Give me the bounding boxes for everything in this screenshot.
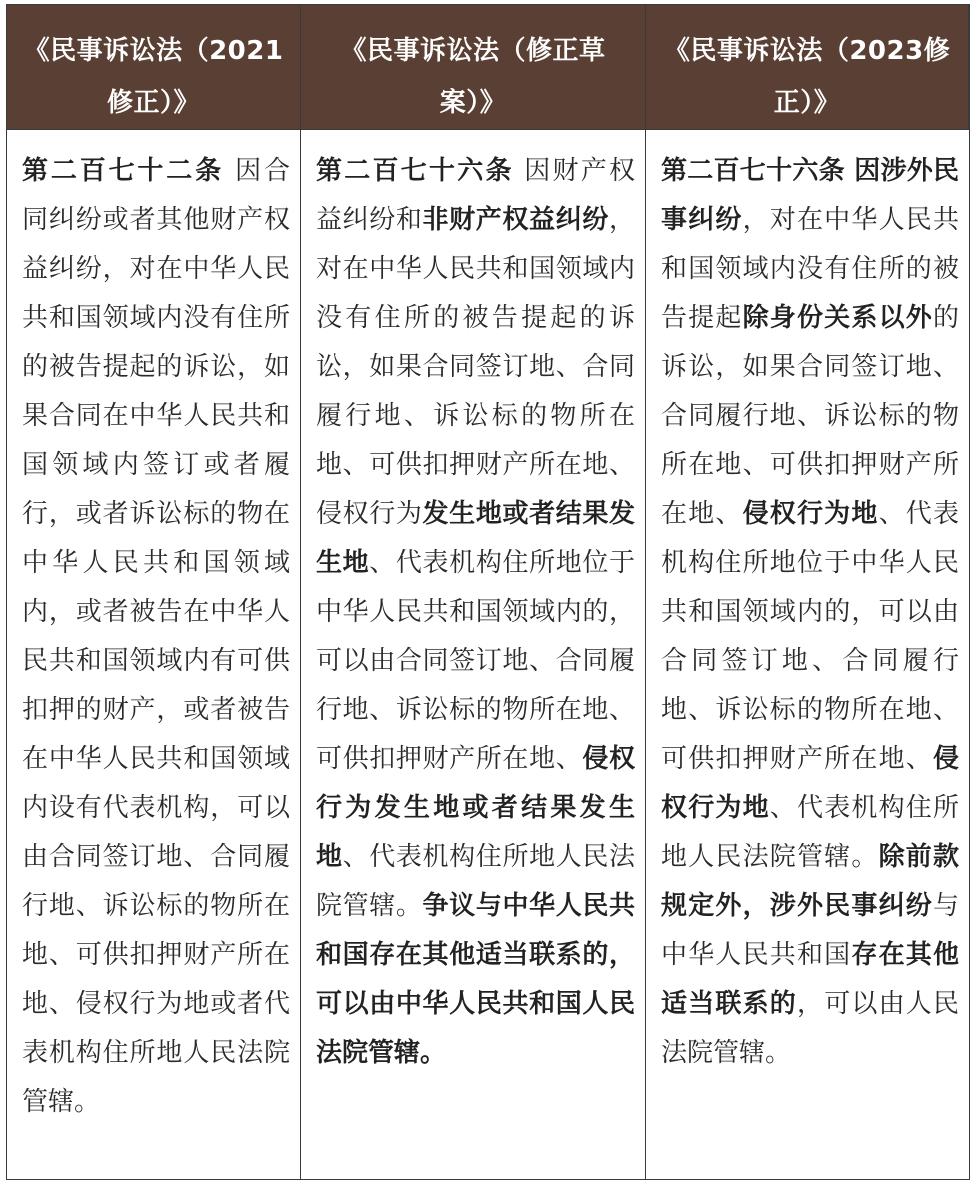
text-segment: 、代表机构住所地人民法院管辖。 bbox=[316, 842, 635, 921]
text-segment: 、代表机构住所地人民法院管辖。 bbox=[661, 793, 959, 872]
text-segment: 因合同纠纷或者其他财产权益纠纷，对在中华人民共和国领域内没有住所的被告提起的诉讼，如果合同在中华人民共和国领域内签订或者履行，或者诉讼标的物在中华人民共和国领域内，或者被告在中华人民共和国领域内有可供扣押的财产，或者被告在中华人民共和国领域内设有代表机构，可以由合同签订地、合同履行地、诉讼标的物所在地、可供扣押财产所在地、侵权行为地或者代表机构住所地人民法院管辖。 bbox=[22, 156, 290, 1117]
law-comparison-table bbox=[6, 4, 970, 1180]
text-segment: 、代表机构住所地位于中华人民共和国领域内的，可以由合同签订地、合同履行地、诉讼标的物所在地、可供扣押财产所在地、 bbox=[316, 548, 635, 774]
bold-text-segment: 争议与中华人民共和国存在其他适当联系的，可以由中华人民共和国人民法院管辖。 bbox=[316, 891, 635, 1068]
bold-text-segment: 侵权行为地 bbox=[661, 744, 959, 823]
bold-text-segment: 侵权行为发生地或者结果发生地 bbox=[316, 744, 635, 872]
column-header-2023: 《民事诉讼法（2023修正）》 bbox=[646, 5, 969, 129]
text-segment: ，对在中华人民共和国领域内没有住所的被告提起的诉讼，如果合同签订地、合同履行地、诉讼标的物所在地、可供扣押财产所在地、侵权行为 bbox=[316, 205, 635, 529]
column-body-2021 bbox=[7, 129, 301, 1179]
text-segment: 、代表机构住所地位于中华人民共和国领域内的，可以由合同签订地、合同履行地、诉讼标的物所在地、可供扣押财产所在地、 bbox=[661, 499, 959, 774]
bold-text-segment: 第二百七十六条 bbox=[316, 156, 514, 186]
bold-text-segment: 存在其他适当联系的 bbox=[661, 940, 959, 1019]
text-segment: ，可以由人民法院管辖。 bbox=[661, 989, 959, 1068]
text-segment: 的诉讼，如果合同签订地、合同履行地、诉讼标的物所在地、可供扣押财产所在地、 bbox=[661, 303, 959, 529]
column-header-draft: 《民事诉讼法（修正草案）》 bbox=[301, 5, 646, 129]
bold-text-segment: 侵权行为地 bbox=[742, 499, 879, 529]
bold-text-segment: 发生地或者结果发生地 bbox=[316, 499, 635, 578]
bold-text-segment: 第二百七十二条 bbox=[22, 156, 225, 186]
column-header-2021: 《民事诉讼法（2021修正）》 bbox=[7, 5, 301, 129]
text-segment: 因财产权益纠纷和 bbox=[316, 156, 635, 235]
column-body-2023 bbox=[646, 129, 969, 1179]
text-segment: 与中华人民共和国 bbox=[661, 891, 959, 970]
bold-text-segment: 除身份关系以外 bbox=[742, 303, 933, 333]
bold-text-segment: 非财产权益纠纷 bbox=[422, 205, 609, 235]
bold-text-segment: 第二百七十六条 因涉外民事纠纷 bbox=[661, 156, 959, 235]
bold-text-segment: 除前款规定外，涉外民事纠纷 bbox=[661, 842, 959, 921]
column-body-draft bbox=[301, 129, 646, 1179]
text-segment: ，对在中华人民共和国领域内没有住所的被告提起 bbox=[661, 205, 959, 333]
